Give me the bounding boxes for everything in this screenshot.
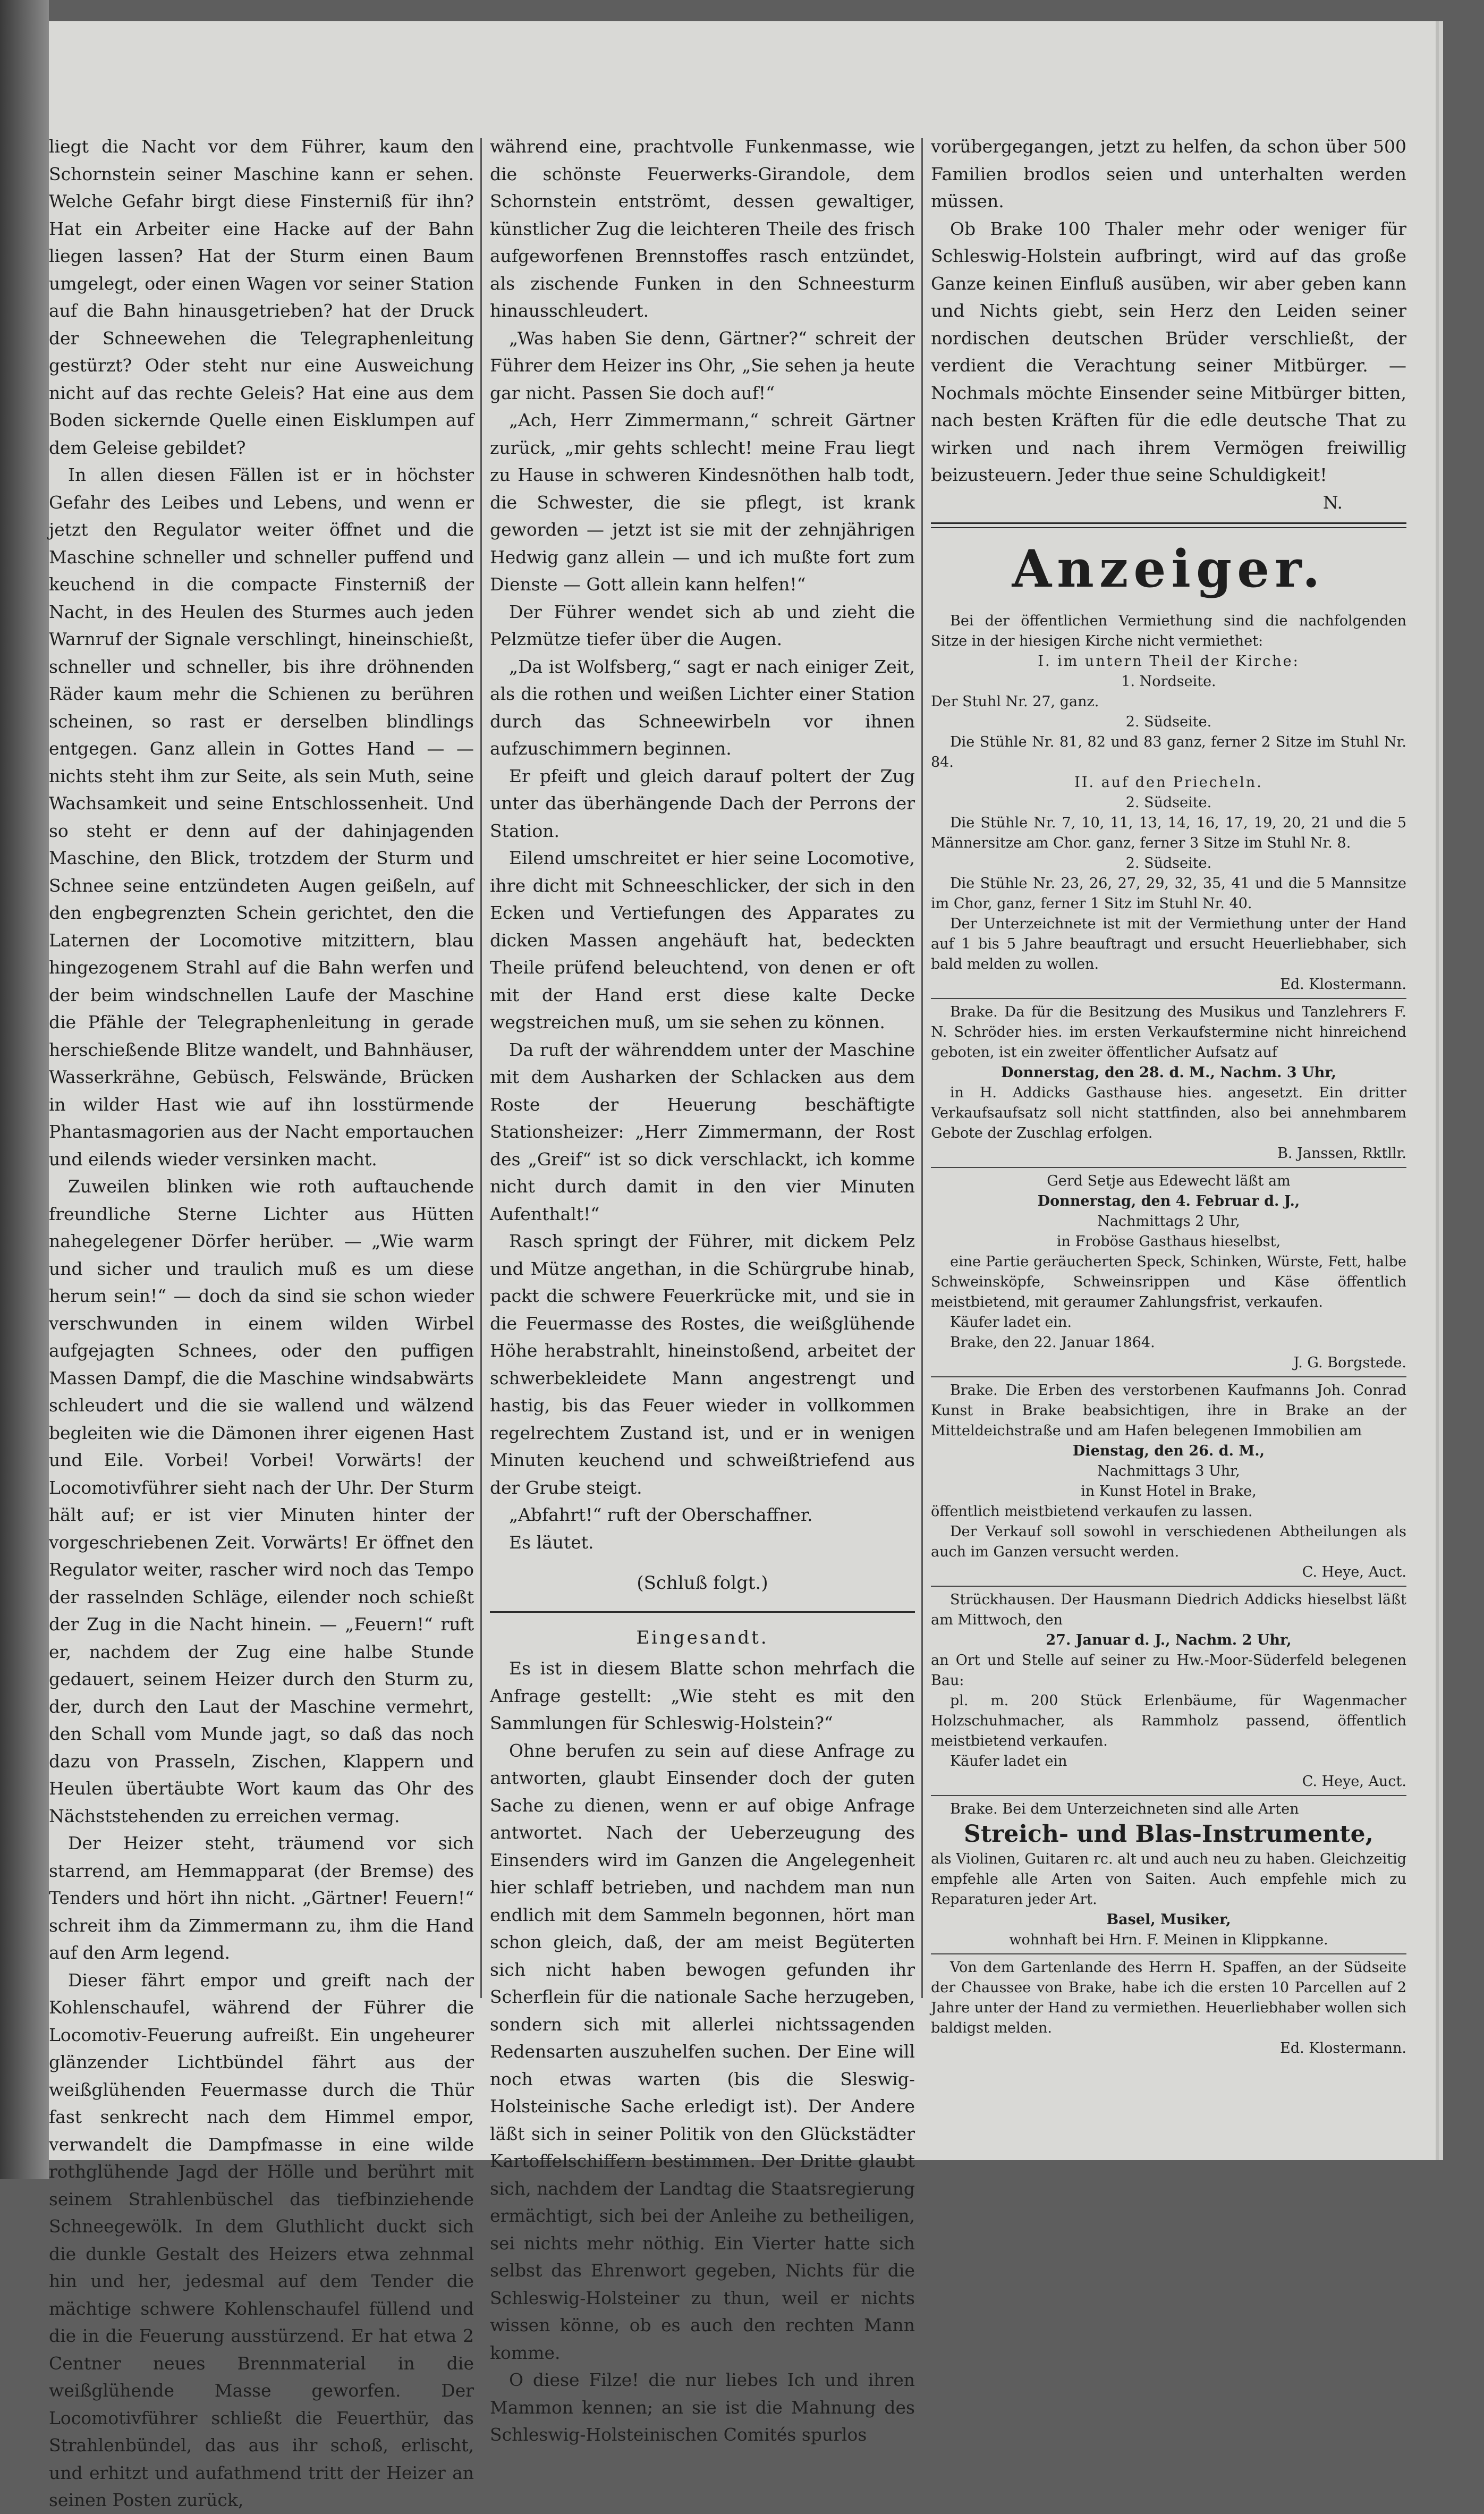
ad-text: als Violinen, Guitaren rc. alt und auch neu zu haben. Gleichzeitig empfehle alle Arten von Saiten. Auch empfehle mich zu Reparaturen jeder Art. [931, 1851, 1406, 1908]
ad-headline: Streich- und Blas-Instrumente, [964, 1821, 1373, 1848]
paragraph: Da ruft der währenddem unter der Maschine mit dem Ausharken der Schlacken aus dem Roste der Heuerung beschäftigte Stationsheizer: „Herr Zimmermann, der Rost des „Greif“ ist so dick verschlackt, ich komme nicht durch damit in den vier Minuten Aufenthalt!“ [490, 1039, 915, 1224]
ad-place: in Kunst Hotel in Brake, [1081, 1483, 1257, 1500]
ad-section: II. auf den Priecheln. [1074, 774, 1263, 791]
ad-text: Der Verkauf soll sowohl in verschiedenen Abtheilungen als auch im Ganzen versucht werden. [931, 1523, 1406, 1560]
ad-text: Der Stuhl Nr. 27, ganz. [931, 693, 1099, 710]
ad-church-seats [931, 611, 1406, 995]
ad-text: Gerd Setje aus Edewecht läßt am [1047, 1173, 1291, 1189]
ad-date: Donnerstag, den 4. Februar d. J., [1037, 1193, 1300, 1209]
ad-instrumente [931, 1799, 1406, 1950]
paragraph: Zuweilen blinken wie roth auftauchende freundliche Sterne Lichter aus Hütten nahegelegener Dörfer herüber. — „Wie warm und sicher und traulich muß es um diese herum sein!“ — doch da sind sie schon wieder verschwunden in einem wilden Wirbel aufgejagten Schnees, oder den puffigen Massen Dampf, die die Maschine windsabwärts schleudert und die sie wallend und wälzend begleiten wie die Dämonen ihrer eigenen Hast und Eile. Vorbei! Vorbei! Vorwärts! der Locomotivführer sieht nach der Uhr. Der Sturm hält auf; er ist vier Minuten hinter der vorgeschriebenen Zeit. Vorwärts! Er öffnet den Regulator weiter, rascher wird noch das Tempo der rasselnden Schläge, eilender noch schießt der Zug in die Nacht hinein. — „Feuern!“ ruft er, nachdem der Zug eine halbe Stunde gedauert, seinem Heizer durch den Sturm zu, der, durch den Laut der Maschine vermehrt, den Schall vom Munde jagt, so daß das noch dazu von Prasseln, Zischen, Klappern und Heulen übertäubte Wort kaum das Ohr des Nächststehenden zu erreichen vermag. [49, 1176, 474, 1826]
column-2 [490, 133, 915, 2445]
ad-time: Nachmittags 3 Uhr, [1097, 1463, 1240, 1479]
ad-text: Die Stühle Nr. 23, 26, 27, 29, 32, 35, 41 und die 5 Mannsitze im Chor, ganz, ferner 1 Sitz im Stuhl Nr. 40. [931, 875, 1406, 912]
ad-text: Käufer ladet ein [950, 1753, 1067, 1770]
paragraph: während eine, prachtvolle Funkenmasse, wie die schönste Feuerwerks-Girandole, dem Schornstein entströmt, dessen gewaltiger, künstlicher Zug die leichteren Theile des frisch aufgeworfenen Brennstoffes rasch entzündet, als zischende Funken in den Schneesturm hinausschleudert. [490, 136, 915, 321]
continued-note: (Schluß folgt.) [637, 1572, 768, 1594]
ad-name: Basel, Musiker, [1106, 1911, 1231, 1928]
ad-signature: Ed. Klostermann. [1280, 2040, 1406, 2056]
ad-text: Der Unterzeichnete ist mit der Vermiethung unter der Hand auf 1 bis 5 Jahre beauftragt und ersucht Heuerliebhaber, sich bald melden zu wollen. [931, 916, 1406, 972]
column-divider [480, 138, 482, 1998]
section-rule [490, 1611, 915, 1613]
ad-text: Brake. Da für die Besitzung des Musikus und Tanzlehrers F. N. Schröder hies. im ersten Verkaufstermine nicht hinreichend geboten, ist ein zweiter öffentlicher Aufsatz auf [931, 1004, 1406, 1061]
ad-immobilien [931, 1381, 1406, 1582]
paragraph: „Ach, Herr Zimmermann,“ schreit Gärtner zurück, „mir gehts schlecht! meine Frau liegt zu Hause in schweren Kindesnöthen halb todt, die Schwester, die sie pflegt, ist krank geworden — jetzt ist sie mit der zehnjährigen Hedwig ganz allein — und ich mußte fort zum Dienste — Gott allein kann helfen!“ [490, 410, 915, 595]
ad-erlenbaeume [931, 1590, 1406, 1792]
ad-text: an Ort und Stelle auf seiner zu Hw.-Moor-Süderfeld belegenen Bau: [931, 1652, 1406, 1689]
anzeiger-title: Anzeiger. [1012, 539, 1326, 599]
paragraph: „Abfahrt!“ ruft der Oberschaffner. [509, 1504, 813, 1525]
paragraph: Er pfeift und gleich darauf poltert der Zug unter das überhängende Dach der Perrons der Station. [490, 765, 915, 841]
ad-text: in H. Addicks Gasthause hies. angesetzt. Ein dritter Verkaufsaufsatz soll nicht stattfinden, also bei annehmbarem Gebote der Zuschlag erfolgen. [931, 1085, 1406, 1141]
ad-subsection: 2. Südseite. [1125, 855, 1212, 871]
ad-signature: C. Heye, Auct. [1302, 1564, 1406, 1580]
paragraph: vorübergegangen, jetzt zu helfen, da schon über 500 Familien brodlos seien und unterhalten werden müssen. [931, 136, 1406, 211]
paragraph: Rasch springt der Führer, mit dickem Pelz und Mütze angethan, in die Schürgrube hinab, packt die schwere Feuerkrücke mit, und sie in die Feuermasse des Rostes, die weißglühende Höhe herabstrahlt, hineinstoßend, arbeitet der schwerbekleidete Mann angestrengt und hastig, bis das Feuer wieder in vollkommen regelrechtem Zustand ist, und er in wenigen Minuten keuchend und schweißtriefend aus der Grube steigt. [490, 1231, 915, 1498]
ad-property-sale [931, 1002, 1406, 1164]
section-heading-eingesandt: Eingesandt. [636, 1627, 769, 1648]
ad-text: Brake, den 22. Januar 1864. [950, 1334, 1155, 1351]
ad-section: I. im untern Theil der Kirche: [1038, 653, 1300, 670]
ad-text: Die Stühle Nr. 81, 82 und 83 ganz, ferner 2 Sitze im Stuhl Nr. 84. [931, 734, 1406, 771]
ad-address: wohnhaft bei Hrn. F. Meinen in Klippkanne. [1009, 1932, 1328, 1948]
ad-text: Von dem Gartenlande des Herrn H. Spaffen, an der Südseite der Chaussee von Brake, habe ich die ersten 10 Parcellen auf 2 Jahre unter der Hand zu vermiethen. Heuerliebhaber wollen sich baldigst melden. [931, 1959, 1406, 2036]
ad-text: pl. m. 200 Stück Erlenbäume, für Wagenmacher Holzschuhmacher, als Rammholz passend, öffentlich meistbietend verkaufen. [931, 1692, 1406, 1749]
newspaper-page [49, 21, 1436, 2510]
ad-auction-speck [931, 1171, 1406, 1373]
paragraph: Der Führer wendet sich ab und zieht die Pelzmütze tiefer über die Augen. [490, 601, 915, 649]
ad-text: öffentlich meistbietend verkaufen zu lassen. [931, 1503, 1253, 1520]
ad-divider [931, 1586, 1406, 1587]
ad-text: Bei der öffentlichen Vermiethung sind die nachfolgenden Sitze in der hiesigen Kirche nicht vermiethet: [931, 613, 1406, 649]
paragraph: Eilend umschreitet er hier seine Locomotive, ihre dicht mit Schneeschlicker, der sich in den Ecken und Vertiefungen des Apparates zu dicken Massen angehäuft hat, bedeckten Theile prüfend beleuchtend, von denen er oft mit der Hand erst diese kalte Decke wegstreichen muß, um sie sehen zu können. [490, 848, 915, 1032]
ad-divider [931, 1795, 1406, 1796]
column-3 [931, 133, 1406, 2056]
ad-signature: Ed. Klostermann. [1280, 976, 1406, 993]
ad-divider [931, 1167, 1406, 1168]
paragraph: In allen diesen Fällen ist er in höchster Gefahr des Leibes und Lebens, und wenn er jetzt den Regulator weiter öffnet und die Maschine schneller und schneller puffend und keuchend in die compacte Finsterniß der Nacht, in des Heulen des Sturmes auch jeden Warnruf der Signale verschlingt, hineinschießt, schneller und schneller, bis ihre dröhnenden Räder kaum mehr die Schienen zu berühren scheinen, so rast er derselben blindlings entgegen. Ganz allein in Gottes Hand — — nichts steht ihm zur Seite, als sein Muth, seine Wachsamkeit und seine Entschlossenheit. Und so steht er denn auf der dahinjagenden Maschine, den Blick, trotzdem der Sturm und Schnee seine entzündeten Augen geißeln, auf den engbegrenzten Schein gerichtet, den die Laternen der Locomotive mitzittern, blau hingezogenem Strahl auf die Bahn werfen und der beim windschnellen Laufe der Maschine die Pfähle der Telegraphenleitung in gerade herschießende Blitze wandelt, und Bahnhäuser, Wasserkrähne, Gebüsch, Felswände, Brücken in wilder Hast wie auf ihn losstürmende Phantasmagorien aus der Nacht emportauchen und eilends wieder versinken macht. [49, 464, 474, 1170]
ad-date: Donnerstag, den 28. d. M., Nachm. 3 Uhr, [1001, 1064, 1336, 1081]
ad-subsection: 2. Südseite. [1125, 714, 1212, 730]
paragraph: Ohne berufen zu sein auf diese Anfrage zu antworten, glaubt Einsender doch der guten Sache zu dienen, wenn er auf obige Anfrage antwortet. Nach der Ueberzeugung des Einsenders wird im Ganzen die Angelegenheit hier schlaff betrieben, und nachdem man nun endlich mit dem Sammeln begonnen, hört man schon gleich, daß, der am meist Begüterten sich nicht haben bewogen gefunden ihr Scherflein für die nationale Sache herzugeben, sondern sich mit allerlei nichtssagenden Redensarten auszuhelfen suchen. Der Eine will noch etwas warten (bis die Sleswig-Holsteinische Sache erledigt ist). Der Andere läßt sich in seiner Politik von den Glückstädter Kartoffelschiffern bestimmen. Der Dritte glaubt sich, nachdem der Landtag die Staatsregierung ermächtigt, sich bei der Anleihe zu betheiligen, sei nichts mehr nöthig. Ein Vierter hatte sich selbst das Ehrenwort gegeben, Nichts für die Schleswig-Holsteiner zu thun, weil er nichts wissen könne, ob es auch den rechten Mann komme. [490, 1740, 915, 2363]
ad-text: Brake. Bei dem Unterzeichneten sind alle Arten [950, 1801, 1299, 1817]
paragraph: Der Heizer steht, träumend vor sich starrend, am Hemmapparat (der Bremse) des Tenders und hört ihn nicht. „Gärtner! Feuern!“ schreit ihm da Zimmermann zu, ihm die Hand auf den Arm legend. [49, 1833, 474, 1963]
ad-date: 27. Januar d. J., Nachm. 2 Uhr, [1046, 1632, 1292, 1648]
paragraph: liegt die Nacht vor dem Führer, kaum den Schornstein seiner Maschine kann er sehen. Welche Gefahr birgt diese Finsterniß für ihn? Hat ein Arbeiter eine Hacke auf der Bahn liegen lassen? Hat der Sturm einen Baum umgelegt, oder einen Wagen vor seiner Station auf die Bahn hinausgetrieben? hat der Druck der Schneewehen die Telegraphenleitung gestürzt? Oder steht nur eine Ausweichung nicht auf das rechte Geleis? Hat eine aus dem Boden sickernde Quelle einen Eisklumpen auf dem Geleise gebildet? [49, 136, 474, 458]
book-binding [0, 0, 49, 2179]
ad-text: Brake. Die Erben des verstorbenen Kaufmanns Joh. Conrad Kunst in Brake beabsichtigen, ihre in Brake an der Mitteldeichstraße und am Hafen belegenen Immobilien am [931, 1382, 1406, 1439]
ad-divider [931, 1376, 1406, 1377]
paragraph: O diese Filze! die nur liebes Ich und ihren Mammon kennen; an sie ist die Mahnung des Schleswig-Holsteinischen Comités spurlos [490, 2369, 915, 2445]
ad-place: in Froböse Gasthaus hieselbst, [1056, 1233, 1281, 1250]
paragraph: Dieser fährt empor und greift nach der Kohlenschaufel, während der Führer die Locomotiv-Feuerung aufreißt. Ein ungeheurer glänzender Lichtbündel fährt aus der weißglühenden Feuermasse durch die Thür fast senkrecht nach dem Himmel empor, verwandelt die Dampfmasse in eine wilde rothglühende Jagd der Hölle und berührt mit seinem Strahlenbüschel das tiefbinziehende Schneegewölk. In dem Gluthlicht duckt sich die dunkle Gestalt des Heizers etwa zehnmal hin und her, jedesmal auf dem Tender die mächtige schwere Kohlenschaufel füllend und die in die Feuerung ausstürzend. Er hat etwa 2 Centner neues Brennmaterial in die weißglühende Masse geworfen. Der Locomotivführer schließt die Feuerthür, das Strahlenbündel, das aus ihr schoß, erlischt, und erhitzt und aufathmend tritt der Heizer an seinen Posten zurück, [49, 1969, 474, 2510]
ad-text: Käufer ladet ein. [950, 1314, 1072, 1331]
section-rule [931, 522, 1406, 528]
ad-signature: C. Heye, Auct. [1302, 1773, 1406, 1790]
paragraph: Ob Brake 100 Thaler mehr oder weniger für Schleswig-Holstein aufbringt, wird auf das große Ganze keinen Einfluß ausüben, wir aber geben kann und Nichts giebt, sein Herz den Leiden seiner nordischen deutschen Brüder verschließt, der verdient die Verachtung seiner Mitbürger. — Nochmals möchte Einsender seine Mitbürger bitten, nach besten Kräften für die edle deutsche That zu wirken und nach ihrem Vermögen freiwillig beizusteuern. Jeder thue seine Schuldigkeit! [931, 218, 1406, 485]
paragraph: Es ist in diesem Blatte schon mehrfach die Anfrage gestellt: „Wie steht es mit den Sammlungen für Schleswig-Holstein?“ [490, 1658, 915, 1733]
column-1 [49, 133, 474, 2510]
ad-text: Strückhausen. Der Hausmann Diedrich Addicks hieselbst läßt am Mittwoch, den [931, 1592, 1406, 1628]
ad-text: Die Stühle Nr. 7, 10, 11, 13, 14, 16, 17, 19, 20, 21 und die 5 Männersitze am Chor. ganz, ferner 3 Sitze im Stuhl Nr. 8. [931, 815, 1406, 851]
ad-signature: B. Janssen, Rktllr. [1277, 1145, 1406, 1162]
paragraph: „Was haben Sie denn, Gärtner?“ schreit der Führer dem Heizer ins Ohr, „Sie sehen ja heute gar nicht. Passen Sie doch auf!“ [490, 327, 915, 403]
ad-gartenland [931, 1958, 1406, 2059]
ad-divider [931, 1953, 1406, 1954]
ad-subsection: 1. Nordseite. [1121, 673, 1216, 690]
ad-divider [931, 998, 1406, 999]
paragraph: „Da ist Wolfsberg,“ sagt er nach einiger Zeit, als die rothen und weißen Lichter einer Station durch das Schneewirbeln vor ihnen aufzuschimmern beginnen. [490, 656, 915, 759]
ad-time: Nachmittags 2 Uhr, [1097, 1213, 1240, 1230]
ad-text: eine Partie geräucherten Speck, Schinken, Würste, Fett, halbe Schweinsköpfe, Schweinsrippen und Käse öffentlich meistbietend, mit geraumer Zahlungsfrist, verkaufen. [931, 1254, 1406, 1310]
ad-date: Dienstag, den 26. d. M., [1072, 1443, 1265, 1459]
ad-subsection: 2. Südseite. [1125, 794, 1212, 811]
signature: N. [1322, 492, 1343, 513]
column-divider [921, 138, 923, 1998]
ad-signature: J. G. Borgstede. [1293, 1355, 1406, 1371]
paragraph: Es läutet. [509, 1531, 594, 1553]
